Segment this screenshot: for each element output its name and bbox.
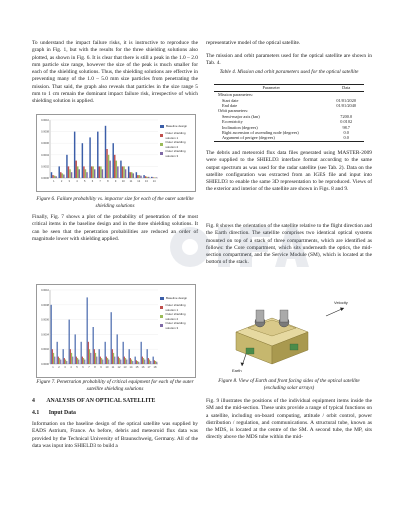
paragraph-mission-params: The mission and orbit parameters used for the optical satellite are shown in Tab. 4. bbox=[206, 53, 372, 67]
x-tick-label: 4 bbox=[70, 366, 72, 369]
bar-4-14 bbox=[156, 177, 157, 178]
legend-label: Outer shielding solution 1 bbox=[165, 302, 186, 312]
paragraph-fig6-intro: To understand the impact failure risks, it is instructive to reproduce the graph in Fig. 1, but with the results for the three shielding solutions also plotted, as shown in Fig. 6. It is clear that there is still a peak in the 1.0 – 2.0 mm particle size range, however the size of the peak is much smaller for each of the shielding solutions. Thus, the shielding solutions are effective in preventing many of the 1.0 – 5.0 mm size particles from penetrating the mission. That said, the graph also reveals that particles in the size range 5 mm to 1 cm remain the dominant impact failure risk, irrespective of which shielding solution is applied. bbox=[32, 40, 198, 105]
bar-1-9 bbox=[99, 349, 100, 364]
x-tick-label: 5 bbox=[76, 366, 78, 369]
table-cell-parameter: Mission parameters: bbox=[218, 92, 253, 98]
subsection-number: 4.1 bbox=[32, 410, 40, 416]
bar-4-12 bbox=[140, 176, 141, 178]
bar-2-14 bbox=[130, 358, 131, 364]
satellite-body bbox=[236, 310, 308, 364]
bar-4-15 bbox=[138, 362, 139, 364]
bar-2-11 bbox=[112, 349, 113, 364]
earth-arrow bbox=[241, 354, 247, 366]
bar-2-13 bbox=[124, 357, 125, 364]
bar-1-6 bbox=[89, 137, 90, 178]
bar-4-14 bbox=[132, 361, 133, 364]
legend-label: Outer shielding solution 1 bbox=[165, 130, 186, 140]
bar-2-3 bbox=[64, 358, 65, 364]
bar-1-12 bbox=[136, 172, 137, 178]
bar-3-3 bbox=[65, 360, 66, 364]
chart-axes bbox=[50, 290, 158, 364]
bar-3-10 bbox=[107, 358, 108, 364]
y-tick-label: 0.0006 bbox=[41, 318, 49, 322]
bar-3-11 bbox=[131, 172, 132, 178]
x-tick-label: 7 bbox=[88, 366, 90, 369]
figure-8 bbox=[206, 292, 372, 374]
bar-2-6 bbox=[91, 166, 92, 178]
section-title: ANALYSIS OF AN OPTICAL SATELLITE bbox=[46, 398, 156, 404]
figure-8-satellite-illustration bbox=[206, 292, 372, 374]
x-tick-label: 11 bbox=[129, 180, 133, 183]
bar-3-6 bbox=[83, 358, 84, 364]
table-cell-data: 0.0 bbox=[328, 135, 364, 141]
bar-2-15 bbox=[136, 360, 137, 364]
bar-1-2 bbox=[57, 342, 58, 364]
bar-2-7 bbox=[99, 166, 100, 178]
table-cell-parameter: Orbit parameters: bbox=[218, 108, 249, 114]
bar-1-17 bbox=[147, 349, 148, 364]
bar-4-6 bbox=[84, 360, 85, 364]
x-tick-label: 17 bbox=[147, 366, 151, 369]
bar-2-1 bbox=[52, 349, 53, 364]
bar-3-16 bbox=[143, 358, 144, 364]
table-cell-parameter: Inclination (degrees) bbox=[222, 124, 258, 130]
x-tick-label: 15 bbox=[135, 366, 139, 369]
bar-4-7 bbox=[90, 353, 91, 364]
bar-3-14 bbox=[154, 177, 155, 178]
legend-label: Baseline design bbox=[166, 296, 188, 300]
bar-3-10 bbox=[123, 166, 124, 178]
bar-4-9 bbox=[102, 360, 103, 364]
table-row bbox=[214, 135, 364, 141]
bar-4-16 bbox=[144, 360, 145, 364]
x-tick-label: 10 bbox=[121, 180, 125, 183]
bar-4-18 bbox=[156, 362, 157, 364]
bar-1-10 bbox=[105, 342, 106, 364]
paragraph-flux-data: The debris and meteoroid flux data files generated using MASTER-2009 were supplied to the SHIELD3 interface format according to the same output spectrum as was used for the radar satellite (see Tab. 2). Data on the satellite configuration was extracted from an IGES file and input into SHIELD3 to enable the same 3D representation to be reproduced. Views of the exterior and interior of the satellite are shown in Figs. 8 and 9. bbox=[206, 150, 372, 193]
figure-6-chart bbox=[36, 116, 160, 188]
bar-3-12 bbox=[119, 358, 120, 364]
figure-7-legend bbox=[160, 294, 194, 330]
bar-3-3 bbox=[69, 169, 70, 178]
bar-2-9 bbox=[114, 155, 115, 178]
bar-4-9 bbox=[117, 166, 118, 178]
y-tick-label: 0.0010 bbox=[41, 289, 49, 292]
bar-1-11 bbox=[111, 312, 112, 364]
legend-label: Outer shielding solution 3 bbox=[165, 148, 186, 158]
bar-4-8 bbox=[109, 161, 110, 178]
table-cell-parameter: Argument of perigee (degrees) bbox=[214, 135, 328, 141]
paragraph-fig7-intro: Finally, Fig. 7 shows a plot of the probability of penetration of the most critical items in the baseline design and in the three shielding solutions. It can be seen that the penetration probabilities are reduced an order of magnitude lower with shielding applied. bbox=[32, 214, 198, 242]
bar-1-7 bbox=[97, 132, 98, 178]
y-tick-label: 0.0008 bbox=[41, 130, 49, 134]
bar-1-1 bbox=[51, 172, 52, 178]
bar-2-8 bbox=[106, 149, 107, 178]
table-cell-parameter: Start date bbox=[222, 97, 239, 103]
bar-3-8 bbox=[95, 353, 96, 364]
legend-label: Baseline design bbox=[166, 124, 188, 128]
x-tick-label: 1 bbox=[52, 366, 54, 369]
bar-1-2 bbox=[58, 166, 59, 178]
mission-parameters-table bbox=[214, 84, 364, 142]
bar-2-12 bbox=[118, 357, 119, 364]
y-tick-label: 0.0006 bbox=[41, 142, 49, 146]
bar-2-11 bbox=[129, 172, 130, 178]
table-body bbox=[214, 92, 364, 142]
bar-3-6 bbox=[92, 166, 93, 178]
table-cell-data: 98.7 bbox=[342, 124, 350, 130]
bar-1-3 bbox=[63, 349, 64, 364]
bar-4-10 bbox=[108, 360, 109, 364]
table-header-row bbox=[214, 85, 364, 92]
bar-3-12 bbox=[139, 175, 140, 178]
paragraph-equipment: Fig. 9 illustrates the positions of the individual equipment items inside the SM and the mid-section. These units provide a range of typical functions on a satellite, including on-board computing, attitude / orbit control, power distribution / regulation, and communications. A structural tube, known as the MDS, is located at the centre of the SM. A second tube, the MP, sits directly above the MDS tube within the mid- bbox=[206, 398, 372, 441]
bar-4-13 bbox=[148, 177, 149, 178]
bar-4-13 bbox=[126, 360, 127, 364]
x-tick-label: 14 bbox=[152, 180, 156, 183]
section-number: 4 bbox=[32, 398, 35, 404]
bar-1-9 bbox=[112, 143, 113, 178]
bar-2-5 bbox=[83, 166, 84, 178]
bar-1-1 bbox=[51, 305, 52, 364]
subsection-heading bbox=[32, 410, 76, 416]
bar-3-17 bbox=[149, 360, 150, 364]
bar-2-6 bbox=[82, 357, 83, 364]
x-tick-label: 14 bbox=[129, 366, 133, 369]
x-tick-label: 4 bbox=[76, 180, 78, 183]
bar-4-4 bbox=[72, 357, 73, 364]
bar-4-1 bbox=[55, 176, 56, 178]
paragraph-representative: representative model of the optical satellite. bbox=[206, 40, 301, 46]
bar-3-5 bbox=[85, 169, 86, 178]
legend-swatch bbox=[160, 134, 163, 137]
x-tick-label: 10 bbox=[105, 366, 109, 369]
bar-1-5 bbox=[82, 143, 83, 178]
figure-6 bbox=[32, 114, 198, 192]
table-header-parameter: Parameter bbox=[214, 85, 328, 92]
figure-6-caption: Figure 6. Failure probability vs. impactor size for each of the outer satellite shielding solutions bbox=[36, 196, 194, 209]
bar-2-5 bbox=[76, 357, 77, 364]
bar-4-3 bbox=[71, 172, 72, 178]
table-cell-data: 01/01/2040 bbox=[336, 103, 356, 108]
y-tick-label: 0.0008 bbox=[41, 303, 49, 307]
x-tick-label: 13 bbox=[144, 180, 148, 183]
bar-4-3 bbox=[66, 361, 67, 364]
bar-3-13 bbox=[146, 177, 147, 178]
legend-label: Outer shielding solution 2 bbox=[165, 139, 186, 149]
bar-2-14 bbox=[153, 177, 154, 178]
x-tick-label: 5 bbox=[83, 180, 86, 183]
bar-3-7 bbox=[89, 349, 90, 364]
table-cell-parameter: End date bbox=[222, 103, 238, 108]
bar-3-1 bbox=[54, 176, 55, 178]
legend-swatch bbox=[160, 143, 163, 146]
bar-2-3 bbox=[68, 166, 69, 178]
bar-4-11 bbox=[114, 357, 115, 364]
x-tick-label: 12 bbox=[137, 180, 141, 183]
bar-1-13 bbox=[123, 342, 124, 364]
bar-2-9 bbox=[100, 357, 101, 364]
bar-2-2 bbox=[60, 172, 61, 178]
bar-2-13 bbox=[145, 176, 146, 178]
x-tick-label: 6 bbox=[82, 366, 84, 369]
bar-1-5 bbox=[75, 334, 76, 364]
x-tick-label: 16 bbox=[141, 366, 145, 369]
bar-1-8 bbox=[93, 327, 94, 364]
bar-4-10 bbox=[125, 169, 126, 178]
legend-swatch bbox=[160, 152, 163, 155]
bar-3-7 bbox=[100, 166, 101, 178]
velocity-label: Velocity bbox=[334, 300, 348, 305]
bar-2-7 bbox=[88, 342, 89, 364]
bar-2-2 bbox=[58, 357, 59, 364]
x-tick-label: 1 bbox=[53, 180, 55, 183]
legend-swatch bbox=[160, 315, 163, 318]
table-cell-data: 0.0 bbox=[343, 130, 349, 136]
x-tick-label: 8 bbox=[107, 180, 109, 183]
bar-2-1 bbox=[52, 175, 53, 178]
bar-3-5 bbox=[77, 358, 78, 364]
bar-1-14 bbox=[129, 349, 130, 364]
bar-1-10 bbox=[120, 161, 121, 178]
bar-1-18 bbox=[153, 357, 154, 364]
bar-4-11 bbox=[133, 173, 134, 178]
bar-3-1 bbox=[53, 353, 54, 364]
bar-4-6 bbox=[94, 169, 95, 178]
bar-2-4 bbox=[75, 161, 76, 178]
bar-4-17 bbox=[150, 361, 151, 364]
x-tick-label: 3 bbox=[64, 366, 66, 369]
bar-3-13 bbox=[125, 358, 126, 364]
earth-label: Earth bbox=[232, 368, 242, 373]
chart-axes bbox=[50, 120, 158, 178]
y-tick-label: 0.0002 bbox=[41, 165, 49, 169]
paragraph-orientation: Fig. 8 shows the orientation of the satellite relative to the flight direction and the Earth direction. The satellite comprises two identical optical systems mounted on top of a stack of three compartments, which are identified as follows: the Core compartment, which sits underneath the optics, the mid-section compartment, and the Service Module (SM), which is located at the bottom of the stack. bbox=[206, 223, 372, 266]
figure-6-legend bbox=[160, 122, 194, 158]
table-cell-data: 0.0102 bbox=[340, 119, 353, 125]
y-tick-label: 0.0000 bbox=[41, 363, 49, 366]
bar-3-9 bbox=[116, 161, 117, 178]
bar-4-4 bbox=[79, 169, 80, 178]
bar-1-7 bbox=[87, 297, 88, 364]
bar-3-14 bbox=[131, 360, 132, 364]
y-tick-label: 0.0004 bbox=[41, 333, 49, 337]
table-cell-parameter: Right ascension of ascending node (degrees) bbox=[222, 130, 299, 136]
bar-3-2 bbox=[59, 358, 60, 364]
bar-4-2 bbox=[63, 175, 64, 178]
figure-7 bbox=[32, 284, 198, 376]
legend-item bbox=[160, 149, 194, 158]
x-tick-label: 7 bbox=[99, 180, 101, 183]
bar-3-15 bbox=[137, 361, 138, 364]
x-tick-label: 18 bbox=[153, 366, 157, 369]
table-4 bbox=[214, 84, 364, 142]
y-tick-label: 0.0002 bbox=[41, 348, 49, 352]
table-4-caption: Table 4. Mission and orbit parameters used for the optical satellite bbox=[219, 69, 359, 75]
figure-7-chart bbox=[36, 286, 160, 374]
bar-3-18 bbox=[155, 361, 156, 364]
section-heading bbox=[32, 398, 155, 404]
bar-2-8 bbox=[94, 349, 95, 364]
bar-3-9 bbox=[101, 358, 102, 364]
table-cell-data: 01/01/2020 bbox=[336, 97, 356, 103]
bar-4-7 bbox=[102, 169, 103, 178]
legend-swatch bbox=[160, 306, 163, 309]
table-cell-parameter: Eccentricity bbox=[222, 119, 243, 125]
paragraph-input-data: Information on the baseline design of the optical satellite was supplied by EADS Astrium, France. As before, debris and meteoroid flux data was provided by the Technical University of Braunschweig, Germany. All of the data was input into SHIELD3 to build a bbox=[32, 421, 198, 449]
legend-label: Outer shielding solution 2 bbox=[165, 311, 186, 321]
velocity-arrow bbox=[326, 308, 344, 317]
bar-2-16 bbox=[142, 357, 143, 364]
bar-1-12 bbox=[117, 334, 118, 364]
bar-4-5 bbox=[78, 360, 79, 364]
x-tick-label: 9 bbox=[100, 366, 102, 369]
bar-4-5 bbox=[86, 172, 87, 178]
table-cell-data: 7200.0 bbox=[340, 113, 353, 119]
bar-3-11 bbox=[113, 353, 114, 364]
legend-swatch bbox=[160, 125, 164, 128]
legend-item bbox=[160, 321, 194, 330]
figure-7-caption: Figure 7. Penetration probability of critical equipment for each of the outer satellite shielding solutions bbox=[36, 379, 194, 392]
x-tick-label: 8 bbox=[94, 366, 96, 369]
x-tick-label: 12 bbox=[117, 366, 121, 369]
bar-1-3 bbox=[66, 155, 67, 178]
bar-3-4 bbox=[77, 166, 78, 178]
bar-3-2 bbox=[62, 173, 63, 178]
bar-2-4 bbox=[70, 349, 71, 364]
legend-label: Outer shielding solution 3 bbox=[165, 320, 186, 330]
bar-4-8 bbox=[96, 357, 97, 364]
x-tick-label: 9 bbox=[114, 180, 117, 183]
y-tick-label: 0.0004 bbox=[41, 153, 49, 157]
bar-2-18 bbox=[154, 360, 155, 364]
table-cell-parameter: Semi-major axis (km) bbox=[222, 113, 260, 119]
subsection-title: Input Data bbox=[48, 410, 76, 416]
bar-1-4 bbox=[74, 132, 75, 178]
figure-8-caption: Figure 8. View of Earth and front facing sides of the optical satellite (excluding solar arrays) bbox=[218, 378, 360, 391]
bar-1-8 bbox=[105, 126, 106, 178]
x-tick-label: 13 bbox=[123, 366, 127, 369]
bar-4-12 bbox=[120, 360, 121, 364]
bar-1-11 bbox=[128, 166, 129, 178]
bar-1-6 bbox=[81, 342, 82, 364]
table-header-data: Data bbox=[328, 85, 364, 92]
x-tick-label: 6 bbox=[91, 180, 94, 183]
bar-2-12 bbox=[137, 175, 138, 178]
bar-1-13 bbox=[143, 175, 144, 178]
bar-3-8 bbox=[108, 155, 109, 178]
bar-2-17 bbox=[148, 358, 149, 364]
bar-4-2 bbox=[60, 360, 61, 364]
x-tick-label: 11 bbox=[111, 366, 115, 369]
bar-1-14 bbox=[151, 177, 152, 178]
bar-4-1 bbox=[54, 357, 55, 364]
x-tick-label: 3 bbox=[68, 180, 71, 183]
x-tick-label: 2 bbox=[58, 366, 60, 369]
bar-1-16 bbox=[141, 342, 142, 364]
bar-3-4 bbox=[71, 353, 72, 364]
bar-1-4 bbox=[69, 320, 70, 364]
legend-swatch bbox=[160, 297, 164, 300]
x-tick-label: 2 bbox=[60, 180, 63, 183]
bar-1-15 bbox=[135, 357, 136, 364]
y-tick-label: 0.0000 bbox=[41, 177, 49, 180]
y-tick-label: 0.0010 bbox=[41, 119, 49, 122]
bar-2-10 bbox=[106, 357, 107, 364]
bar-2-10 bbox=[122, 166, 123, 178]
legend-swatch bbox=[160, 324, 163, 327]
